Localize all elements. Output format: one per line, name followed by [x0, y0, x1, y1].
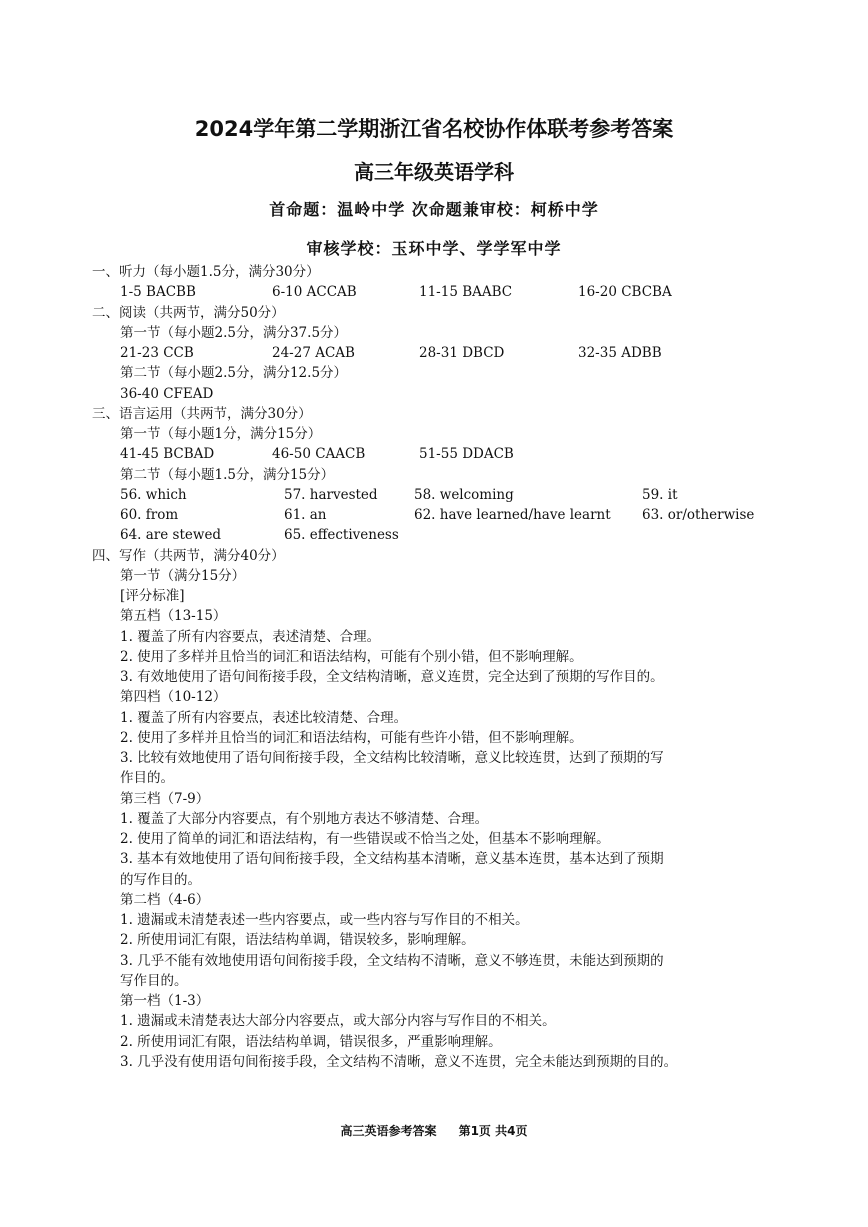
part-heading: 第二节（每小题1.5分，满分15分）	[120, 466, 335, 483]
criterion-line: 作目的。	[120, 770, 174, 787]
answer-group: 24-27 ACAB	[272, 345, 355, 361]
criterion-line: 2. 所使用词汇有限，语法结构单调，错误很多，严重影响理解。	[120, 1033, 502, 1050]
answer-group: 1-5 BACBB	[120, 284, 196, 301]
answer-item: 60. from	[120, 507, 179, 523]
part-heading: 第一节（满分15分）	[120, 567, 246, 584]
answer-item: 64. are stewed	[120, 527, 222, 544]
answer-group: 28-31 DBCD	[419, 345, 505, 361]
section-heading: 三、语言运用（共两节，满分30分）	[92, 405, 312, 422]
part-heading: 第一节（每小题2.5分，满分37.5分）	[120, 324, 348, 341]
document-subject: 高三年级英语学科	[354, 160, 514, 184]
part-heading: 第一节（每小题1分，满分15分）	[120, 426, 322, 442]
answer-row	[0, 525, 868, 545]
criterion-line: 1. 覆盖了所有内容要点，表述清楚、合理。	[120, 628, 381, 645]
answer-item: 61. an	[284, 507, 327, 523]
criterion-line: 1. 遗漏或未清楚表达大部分内容要点，或大部分内容与写作目的不相关。	[120, 1013, 556, 1030]
criterion-line: 1. 遗漏或未清楚表述一些内容要点，或一些内容与写作目的不相关。	[120, 912, 529, 928]
answer-group: 32-35 ADBB	[578, 345, 662, 361]
criterion-line: 3. 几乎不能有效地使用语句间衔接手段，全文结构不清晰，意义不够连贯，未能达到预期的	[120, 952, 664, 969]
answer-row	[0, 384, 868, 404]
answer-group: 41-45 BCBAD	[120, 446, 215, 463]
answer-group: 46-50 CAACB	[272, 446, 366, 463]
answer-group: 16-20 CBCBA	[578, 284, 672, 301]
criterion-line: 2. 使用了多样并且恰当的词汇和语法结构，可能有些许小错，但不影响理解。	[120, 729, 583, 746]
answer-group: 21-23 CCB	[120, 345, 194, 361]
level-heading: 第五档（13-15）	[120, 608, 227, 625]
answer-group: 6-10 ACCAB	[272, 284, 357, 301]
criterion-line: 的写作目的。	[120, 871, 201, 888]
criteria-label: [评分标准]	[120, 588, 185, 604]
answer-item: 57. harvested	[284, 486, 378, 503]
level-heading: 第四档（10-12）	[120, 689, 227, 706]
criterion-line: 2. 使用了多样并且恰当的词汇和语法结构，可能有个别小错，但不影响理解。	[120, 648, 583, 665]
level-heading: 第二档（4-6）	[120, 891, 210, 908]
page-footer	[0, 1122, 868, 1139]
answer-group: 36-40 CFEAD	[120, 385, 214, 402]
answer-row	[0, 505, 868, 525]
part-heading: 第二节（每小题2.5分，满分12.5分）	[120, 365, 348, 382]
review-schools: 审核学校：玉环中学、学学军中学	[306, 239, 562, 258]
criterion-line: 1. 覆盖了所有内容要点，表述比较清楚、合理。	[120, 709, 408, 726]
criterion-line: 2. 使用了简单的词汇和语法结构，有一些错误或不恰当之处，但基本不影响理解。	[120, 831, 610, 847]
answer-item: 62. have learned/have learnt	[414, 507, 611, 523]
answer-row	[0, 444, 868, 464]
answer-item: 63. or/otherwise	[642, 507, 755, 523]
criterion-line: 3. 几乎没有使用语句间衔接手段，全文结构不清晰，意义不连贯，完全未能达到预期的目的。	[120, 1053, 678, 1070]
criterion-line: 写作目的。	[120, 972, 188, 989]
level-heading: 第三档（7-9）	[120, 790, 210, 807]
criterion-line: 3. 有效地使用了语句间衔接手段，全文结构清晰，意义连贯，完全达到了预期的写作目的。	[120, 669, 664, 685]
criterion-line: 1. 覆盖了大部分内容要点，有个别地方表达不够清楚、合理。	[120, 810, 489, 827]
level-heading: 第一档（1-3）	[120, 993, 210, 1009]
answer-item: 59. it	[642, 486, 678, 503]
document-title: 2024学年第二学期浙江省名校协作体联考参考答案	[194, 117, 674, 141]
answer-row	[0, 343, 868, 363]
footer-doc-name: 高三英语参考答案	[340, 1124, 437, 1138]
criterion-line: 3. 比较有效地使用了语句间衔接手段，全文结构比较清晰，意义比较连贯，达到了预期的写	[120, 750, 664, 766]
answer-group: 51-55 DDACB	[419, 446, 514, 463]
section-heading: 四、写作（共两节，满分40分）	[92, 547, 285, 564]
answer-item: 58. welcoming	[414, 486, 514, 503]
footer-page-number: 第1页 共4页	[458, 1124, 528, 1138]
section-heading: 一、听力（每小题1.5分，满分30分）	[92, 264, 320, 280]
criterion-line: 3. 基本有效地使用了语句间衔接手段，全文结构基本清晰，意义基本连贯，基本达到了预期	[120, 851, 664, 868]
answer-item: 56. which	[120, 486, 187, 503]
answer-group: 11-15 BAABC	[419, 284, 513, 301]
section-heading: 二、阅读（共两节，满分50分）	[92, 304, 285, 321]
answer-row	[0, 282, 868, 302]
criterion-line: 2. 所使用词汇有限，语法结构单调，错误较多，影响理解。	[120, 932, 475, 949]
answer-row	[0, 485, 868, 505]
answer-body	[0, 262, 868, 1072]
setter-schools: 首命题：温岭中学 次命题兼审校：柯桥中学	[269, 200, 599, 219]
answer-item: 65. effectiveness	[284, 527, 399, 544]
